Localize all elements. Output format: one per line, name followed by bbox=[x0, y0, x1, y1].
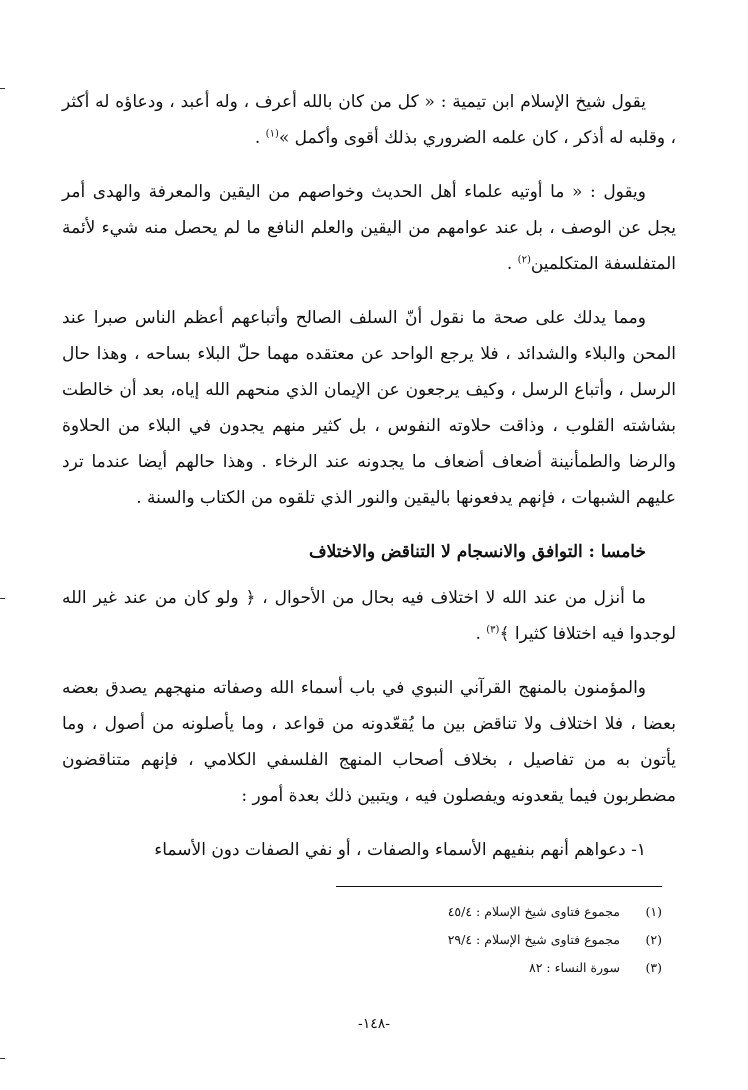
scan-edge-mark bbox=[0, 598, 5, 599]
footnote-number: (١) bbox=[645, 904, 662, 919]
footnote-ref-3[interactable]: (٣) bbox=[486, 624, 500, 636]
paragraph-ibn-taymiyya-quote-2 bbox=[62, 174, 676, 282]
scan-edge-mark bbox=[0, 88, 5, 89]
paragraph-ibn-taymiyya-quote-1 bbox=[62, 84, 676, 156]
paragraph-text: ١- دعواهم أنهم بنفيهم الأسماء والصفات ، أو نفي الصفات دون الأسماء bbox=[154, 840, 646, 860]
paragraph-text: يقول شيخ الإسلام ابن تيمية : « كل من كان بالله أعرف ، وله أعبد ، ودعاؤه له أكثر ، وقلبه له أذكر ، كان علمه الضروري بذلك أقوى وأكمل » bbox=[62, 92, 676, 148]
page-number: -١٤٨- bbox=[357, 1016, 391, 1032]
paragraph-text: ومما يدلك على صحة ما نقول أنّ السلف الصالح وأتباعهم أعظم الناس صبرا عند المحن والبلاء والشدائد ، فلا يرجع الواحد عن معتقده مهما حلّ البلاء بساحه ، وهذا حال الرسل ، وأتباع الرسل ، وكيف يرجعون عن الإيمان الذي منحهم الله إياه، بعد أن خالطت بشاشته القلوب ، وذاقت حلاوته النفوس ، بل كثير منهم يجدون في البلاء من الحلاوة والرضا والطمأنينة أضعاف أضعاف ما يجدونه عند الرخاء . وهذا حالهم أيضا عندما ترد عليهم الشبهات ، فإنهم يدفعونها باليقين والنور الذي تلقوه من الكتاب والسنة . bbox=[62, 308, 676, 508]
page-body bbox=[62, 84, 676, 886]
paragraph-point-1 bbox=[62, 832, 676, 868]
footnote-item bbox=[302, 898, 662, 926]
paragraph-tail: . bbox=[254, 128, 266, 148]
footnote-item bbox=[302, 926, 662, 954]
footnote-text: مجموع فتاوى شيخ الإسلام : ٢٩/٤ bbox=[447, 932, 620, 947]
footnote-divider bbox=[336, 886, 662, 887]
section-heading: خامسا : التوافق والانسجام لا التناقض والاختلاف bbox=[309, 542, 646, 562]
paragraph-text: والمؤمنون بالمنهج القرآني النبوي في باب أسماء الله وصفاته منهجهم يصدق بعضه بعضا ، فلا اختلاف ولا تناقض بين ما يُقعّدونه من قواعد ، وما يأصلونه من أصول ، وما يأتون به من تفاصيل ، بخلاف أصحاب المنهج الفلسفي الكلامي ، فإنهم متناقضون مضطربون فيما يقعدونه ويفصلون فيه ، ويتبين ذلك بعدة أمور : bbox=[62, 678, 676, 806]
footnote-item bbox=[302, 954, 662, 982]
footnote-number: (٣) bbox=[645, 960, 662, 975]
paragraph-believers-method bbox=[62, 670, 676, 814]
paragraph-tail: . bbox=[475, 624, 487, 644]
paragraph-quran-no-contradiction bbox=[62, 580, 676, 652]
paragraph-text: ما أنزل من عند الله لا اختلاف فيه بحال من الأحوال ، ﴿ ولو كان من عند غير الله لوجدوا فيه اختلافا كثيرا ﴾ bbox=[62, 588, 676, 644]
paragraph-text: ويقول : « ما أوتيه علماء أهل الحديث وخواصهم من اليقين والمعرفة والهدى أمر يجل عن الوصف ، بل عند عوامهم من اليقين والعلم النافع ما لم يحصل منه شيء لأئمة المتفلسفة المتكلمين bbox=[62, 182, 676, 274]
paragraph-salaf-patience bbox=[62, 300, 676, 516]
footnote-ref-2[interactable]: (٢) bbox=[517, 254, 531, 266]
footnote-ref-1[interactable]: (١) bbox=[265, 128, 279, 140]
footnote-number: (٢) bbox=[645, 932, 662, 947]
paragraph-tail: . bbox=[506, 254, 518, 274]
footnote-text: سورة النساء : ٨٢ bbox=[529, 960, 620, 975]
footnotes bbox=[302, 898, 662, 982]
scan-edge-mark bbox=[0, 1058, 5, 1059]
footnote-text: مجموع فتاوى شيخ الإسلام : ٤٥/٤ bbox=[447, 904, 620, 919]
